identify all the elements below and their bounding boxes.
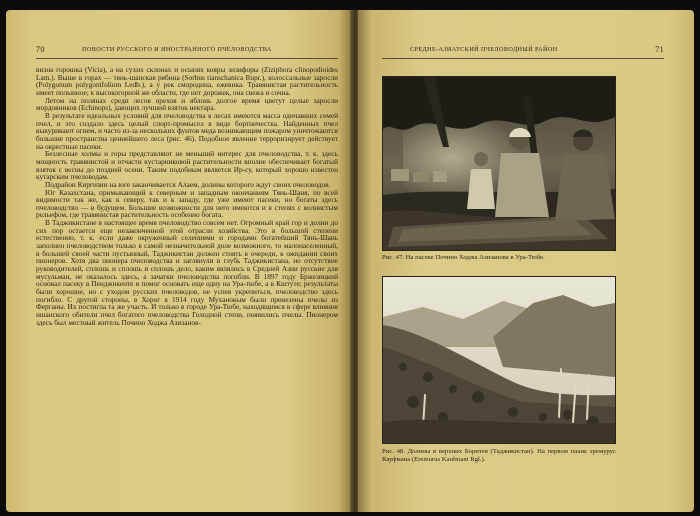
figure-47-caption: Рис. 47. На пасеке Почино Ходжа Азизанова в Ура-Тюбе.: [382, 254, 545, 261]
paragraph: В Таджикистане в настоящее время пчеловодство совсем нет. Огромный край гор и долин до сих пор остается еще незаконченной этой отрасли хозяйства. Это в большой степени естественно, т. к. если даже окруженный селениями и городами богатейший Тянь-Шань заполнен пчеловодством только в самой незначительной доле возможного, то малонаселенный, в большей своей части пустынный, Таджикистан должен стоять в очереди, в ожидании своих пионеров. Хотя два пионера пчеловодства и заглянули в глубь Таджикистана, но отсутствие руководителей, сплошь и сплошь и сплошь дело, каким являлись в Средней Азии русские для мусульман, не оказалось здесь, а зачатки пчеловодства погибли. В 1897 году Бржезицкий основал пасеку в Пенджикенте и помог основать еще одну на Ура-тюбе, а в Кштуте; результаты были хорошие, но с уходом русских пчеловодов, не успев укрепиться, пчеловодство здесь погибло. С другой стороны, в Хорог в 1914 году Мухановым были привезены пчелы из Ферганы. Их постигла та же участь. И только в городе Ура-Тюбе, находящимся в сфере влияния ишанского обители пчел богатого пчеловодства Голодной степи, появились пчелы. Пионером здесь был местный житель Почино Ходжа Азизанов-: [36, 218, 338, 327]
figure-47-photo: [382, 76, 616, 251]
right-header-rule: [382, 58, 664, 59]
left-page: [6, 10, 352, 512]
figure-48-photo: [382, 276, 616, 444]
left-page-body: [36, 66, 338, 326]
right-page-number: 71: [655, 45, 664, 54]
left-header-rule: [36, 58, 338, 59]
paragraph: Подрайон Киргизии на юге заканчивается Алаем, долины которого ждут своих пчеловодов.: [45, 179, 331, 189]
figure-48-caption: Рис. 48. Долины в верхних Боритея (Таджикистан). На первом плане эремурус Кауфмана (Eremurus Kaufmani Rgl.).: [382, 448, 616, 463]
paragraph: Безлесные холмы и горы представляют не меньший интерес для пчеловодства, т. к. здесь мощность травянистой и отчасти кустарниковой растительности вполне обеспечивает богатый взяток с весны до поздней осени. Таким подобным является Ир-су, который хорошо известен кутарским пчеловодам.: [36, 149, 338, 182]
left-running-title: ПОВОСТИ РУССКОГО И ИНОСТРАННОГО ПЧЕЛОВОДСТВА: [82, 46, 272, 53]
paragraph: В результате идеальных условий для пчеловодства в лесах имеются масса одичавших семей пчел, и это создало здесь целый спорт-промысел в виде бортничества. Найденных пчел выкуривают огнем, и часто из-за нескольких фунтов меда возникающим пожаром уничтожаются большие пространства ценнейшего леса (рис. 46). Подобное явление терроризирует действует на окрестные пасеки.: [36, 110, 338, 151]
book-spread: [6, 10, 694, 512]
paragraph: Юг Казахстана, примыкающий к северным и западным окончаниям Тянь-Шаня, по всей видимости так же, как к северу, так и к западу, где уже имеют пасеки, но богаты здесь пчеловодство — в будущем. Большие возможности для него имеются и в степях с волнистым рельефом, где травянистая растительность особенно богата.: [36, 187, 338, 220]
right-running-title: СРЕДНЕ-АЗИАТСКИЙ ПЧЕЛОВОДНЫЙ РАЙОН: [410, 46, 558, 53]
paragraph: Летом на полянах среди лесов орехов и яблонь долгое время цветут целые заросли мордовников (Echinops), дающих лучший взяток нектара.: [36, 95, 338, 113]
paragraph: визна горошка (Vicia), а на сухих склонах и осыпях ковры зизифоры (Ziziphora clinopodioides Lam.). Выше в горах — тянь-шанская рябина (Sorbus tianschanica Rupr.), колоссальные заросли (Polygonum polygonifolium Ledb.), а у рек смородина, ежевика. Травянистая растительность имеет полынное; к высокогорной же области, где нет дорожек, она свежа и сочна.: [36, 65, 338, 97]
left-page-number: 70: [36, 45, 45, 54]
right-page: [358, 10, 694, 512]
